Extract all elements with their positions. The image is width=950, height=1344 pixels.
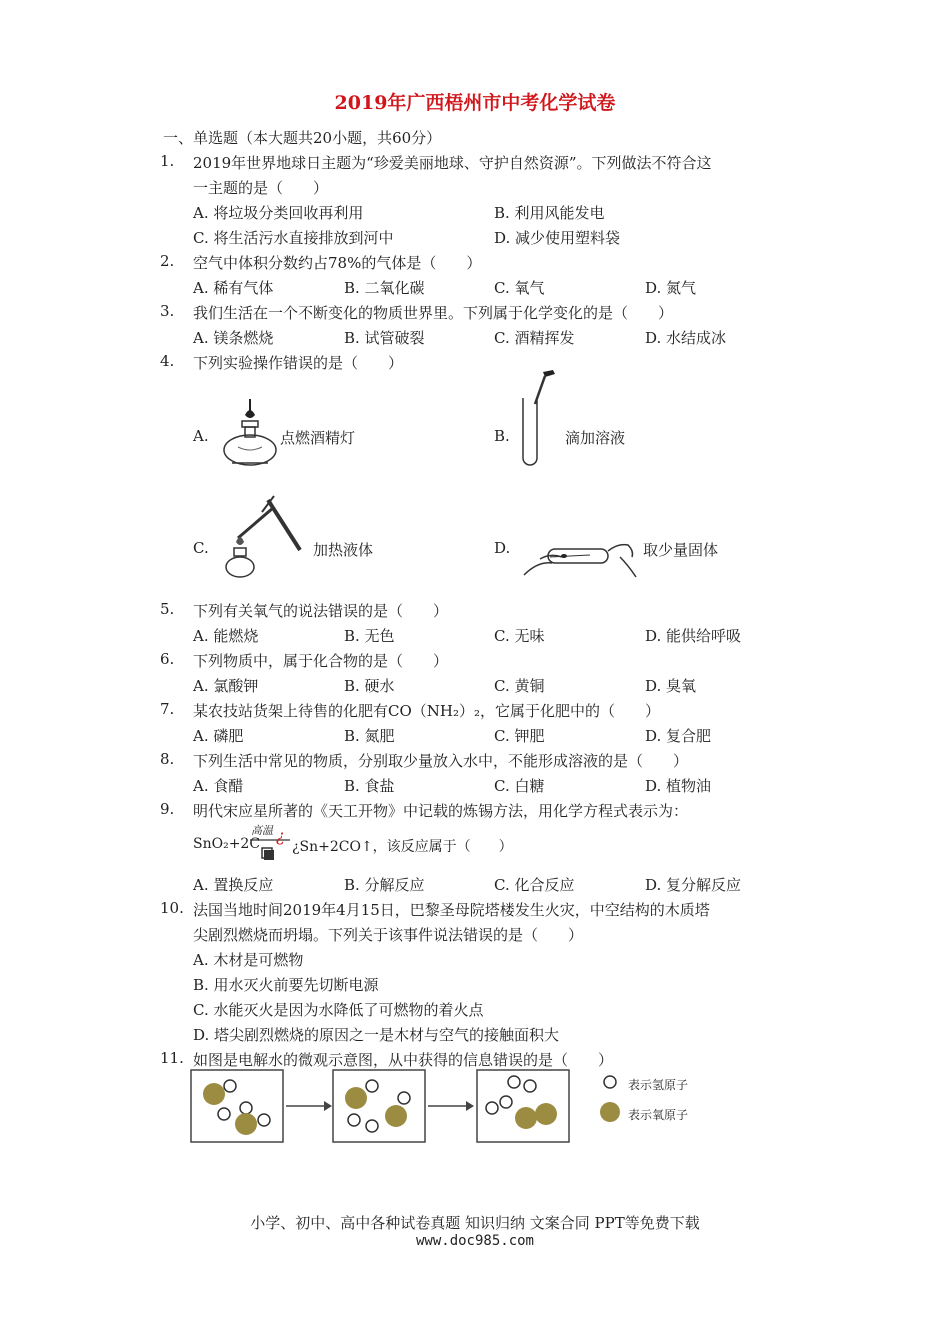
section-heading: 一、单选题（本大题共20小题，共60分）: [163, 129, 442, 147]
option-a: A. 镁条燃烧: [193, 329, 274, 347]
option-d: D. 植物油: [645, 777, 712, 795]
option-d: D. 减少使用塑料袋: [494, 229, 621, 247]
question-text: 我们生活在一个不断变化的物质世界里。下列属于化学变化的是（ ）: [193, 304, 674, 322]
question-text: 2019年世界地球日主题为“珍爱美丽地球、守护自然资源”。下列做法不符合这: [193, 154, 712, 172]
option-d-caption: 取少量固体: [643, 541, 719, 559]
option-b: B. 无色: [344, 627, 395, 645]
question-text: 下列实验操作错误的是（ ）: [193, 354, 404, 372]
option-d-letter: D.: [494, 539, 511, 557]
page-title: 2019年广西梧州市中考化学试卷: [334, 92, 616, 114]
symbol-glyph: ¿: [276, 826, 285, 845]
option-b: B. 二氧化碳: [344, 279, 425, 297]
question-text: 尖剧烈燃烧而坍塌。下列关于该事件说法错误的是（ ）: [193, 926, 584, 944]
option-c-letter: C.: [193, 539, 209, 557]
legend-oxygen: 表示氧原子: [628, 1108, 689, 1122]
option-c: C. 化合反应: [494, 876, 575, 894]
option-c: C. 氧气: [494, 279, 545, 297]
option-d: D. 水结成冰: [645, 329, 727, 347]
question-text: 某农技站货架上待售的化肥有CO（NH₂）₂，它属于化肥中的（ ）: [193, 702, 661, 720]
option-a: A. 食醋: [193, 777, 244, 795]
question-number: 4.: [160, 352, 175, 370]
question-text: 空气中体积分数约占78%的气体是（ ）: [193, 254, 482, 272]
option-b-caption: 滴加溶液: [565, 429, 626, 447]
equation-right: ¿Sn+2CO↑，该反应属于（ ）: [292, 839, 513, 855]
equation-left: SnO₂+2C: [193, 836, 261, 852]
option-a: A. 能燃烧: [193, 627, 259, 645]
question-text: 下列生活中常见的物质，分别取少量放入水中，不能形成溶液的是（ ）: [193, 752, 689, 770]
question-number: 7.: [160, 700, 175, 718]
question-text: 如图是电解水的微观示意图，从中获得的信息错误的是（ ）: [193, 1051, 614, 1069]
option-c: C. 将生活污水直接排放到河中: [193, 229, 394, 247]
taking-solid-figure: [520, 535, 640, 581]
option-a: A. 木材是可燃物: [193, 951, 304, 969]
option-a-caption: 点燃酒精灯: [280, 429, 356, 447]
option-b: B. 硬水: [344, 677, 395, 695]
question-text: 法国当地时间2019年4月15日，巴黎圣母院塔楼发生火灾，中空结构的木质塔: [193, 901, 710, 919]
option-c: C. 白糖: [494, 777, 545, 795]
question-number: 2.: [160, 252, 175, 270]
question-text: 下列有关氧气的说法错误的是（ ）: [193, 602, 449, 620]
option-d: D. 塔尖剧烈燃烧的原因之一是木材与空气的接触面积大: [193, 1026, 560, 1044]
question-number: 6.: [160, 650, 175, 668]
option-b: B. 氮肥: [344, 727, 395, 745]
option-a: A. 置换反应: [193, 876, 274, 894]
legend-hydrogen: 表示氢原子: [628, 1078, 689, 1092]
option-a-letter: A.: [193, 427, 209, 445]
option-d: D. 能供给呼吸: [645, 627, 742, 645]
option-d: D. 复合肥: [645, 727, 712, 745]
option-d: D. 复分解反应: [645, 876, 742, 894]
option-a: A. 将垃圾分类回收再利用: [193, 204, 364, 222]
question-number: 1.: [160, 152, 175, 170]
option-c: C. 水能灭火是因为水降低了可燃物的着火点: [193, 1001, 484, 1019]
question-number: 11.: [160, 1049, 184, 1067]
question-text: 一主题的是（ ）: [193, 179, 329, 197]
option-c-caption: 加热液体: [313, 541, 374, 559]
option-b: B. 试管破裂: [344, 329, 425, 347]
option-c: C. 钾肥: [494, 727, 545, 745]
footer-url[interactable]: www.doc985.com: [415, 1233, 534, 1249]
question-number: 9.: [160, 800, 175, 818]
option-a: A. 磷肥: [193, 727, 244, 745]
dropper-test-tube-figure: [515, 368, 565, 470]
question-number: 10.: [160, 899, 184, 917]
reaction-condition: 高温: [251, 824, 273, 837]
option-b: B. 利用风能发电: [494, 204, 605, 222]
question-number: 3.: [160, 302, 175, 320]
option-a: A. 氯酸钾: [193, 677, 259, 695]
option-b: B. 用水灭火前要先切断电源: [193, 976, 379, 994]
option-b: B. 食盐: [344, 777, 395, 795]
question-number: 5.: [160, 600, 175, 618]
footer-text: 小学、初中、高中各种试卷真题 知识归纳 文案合同 PPT等免费下载: [250, 1214, 700, 1232]
option-d: D. 氮气: [645, 279, 697, 297]
alcohol-lamp-figure: [218, 395, 278, 467]
question-text: 下列物质中，属于化合物的是（ ）: [193, 652, 449, 670]
option-b-letter: B.: [494, 427, 510, 445]
option-b: B. 分解反应: [344, 876, 425, 894]
option-c: C. 酒精挥发: [494, 329, 575, 347]
question-text: 明代宋应星所著的《天工开物》中记载的炼锡方法，用化学方程式表示为：: [193, 802, 689, 820]
question-number: 8.: [160, 750, 175, 768]
option-c: C. 黄铜: [494, 677, 545, 695]
heating-liquid-figure: [218, 492, 308, 582]
option-c: C. 无味: [494, 627, 545, 645]
option-d: D. 臭氧: [645, 677, 697, 695]
option-a: A. 稀有气体: [193, 279, 274, 297]
